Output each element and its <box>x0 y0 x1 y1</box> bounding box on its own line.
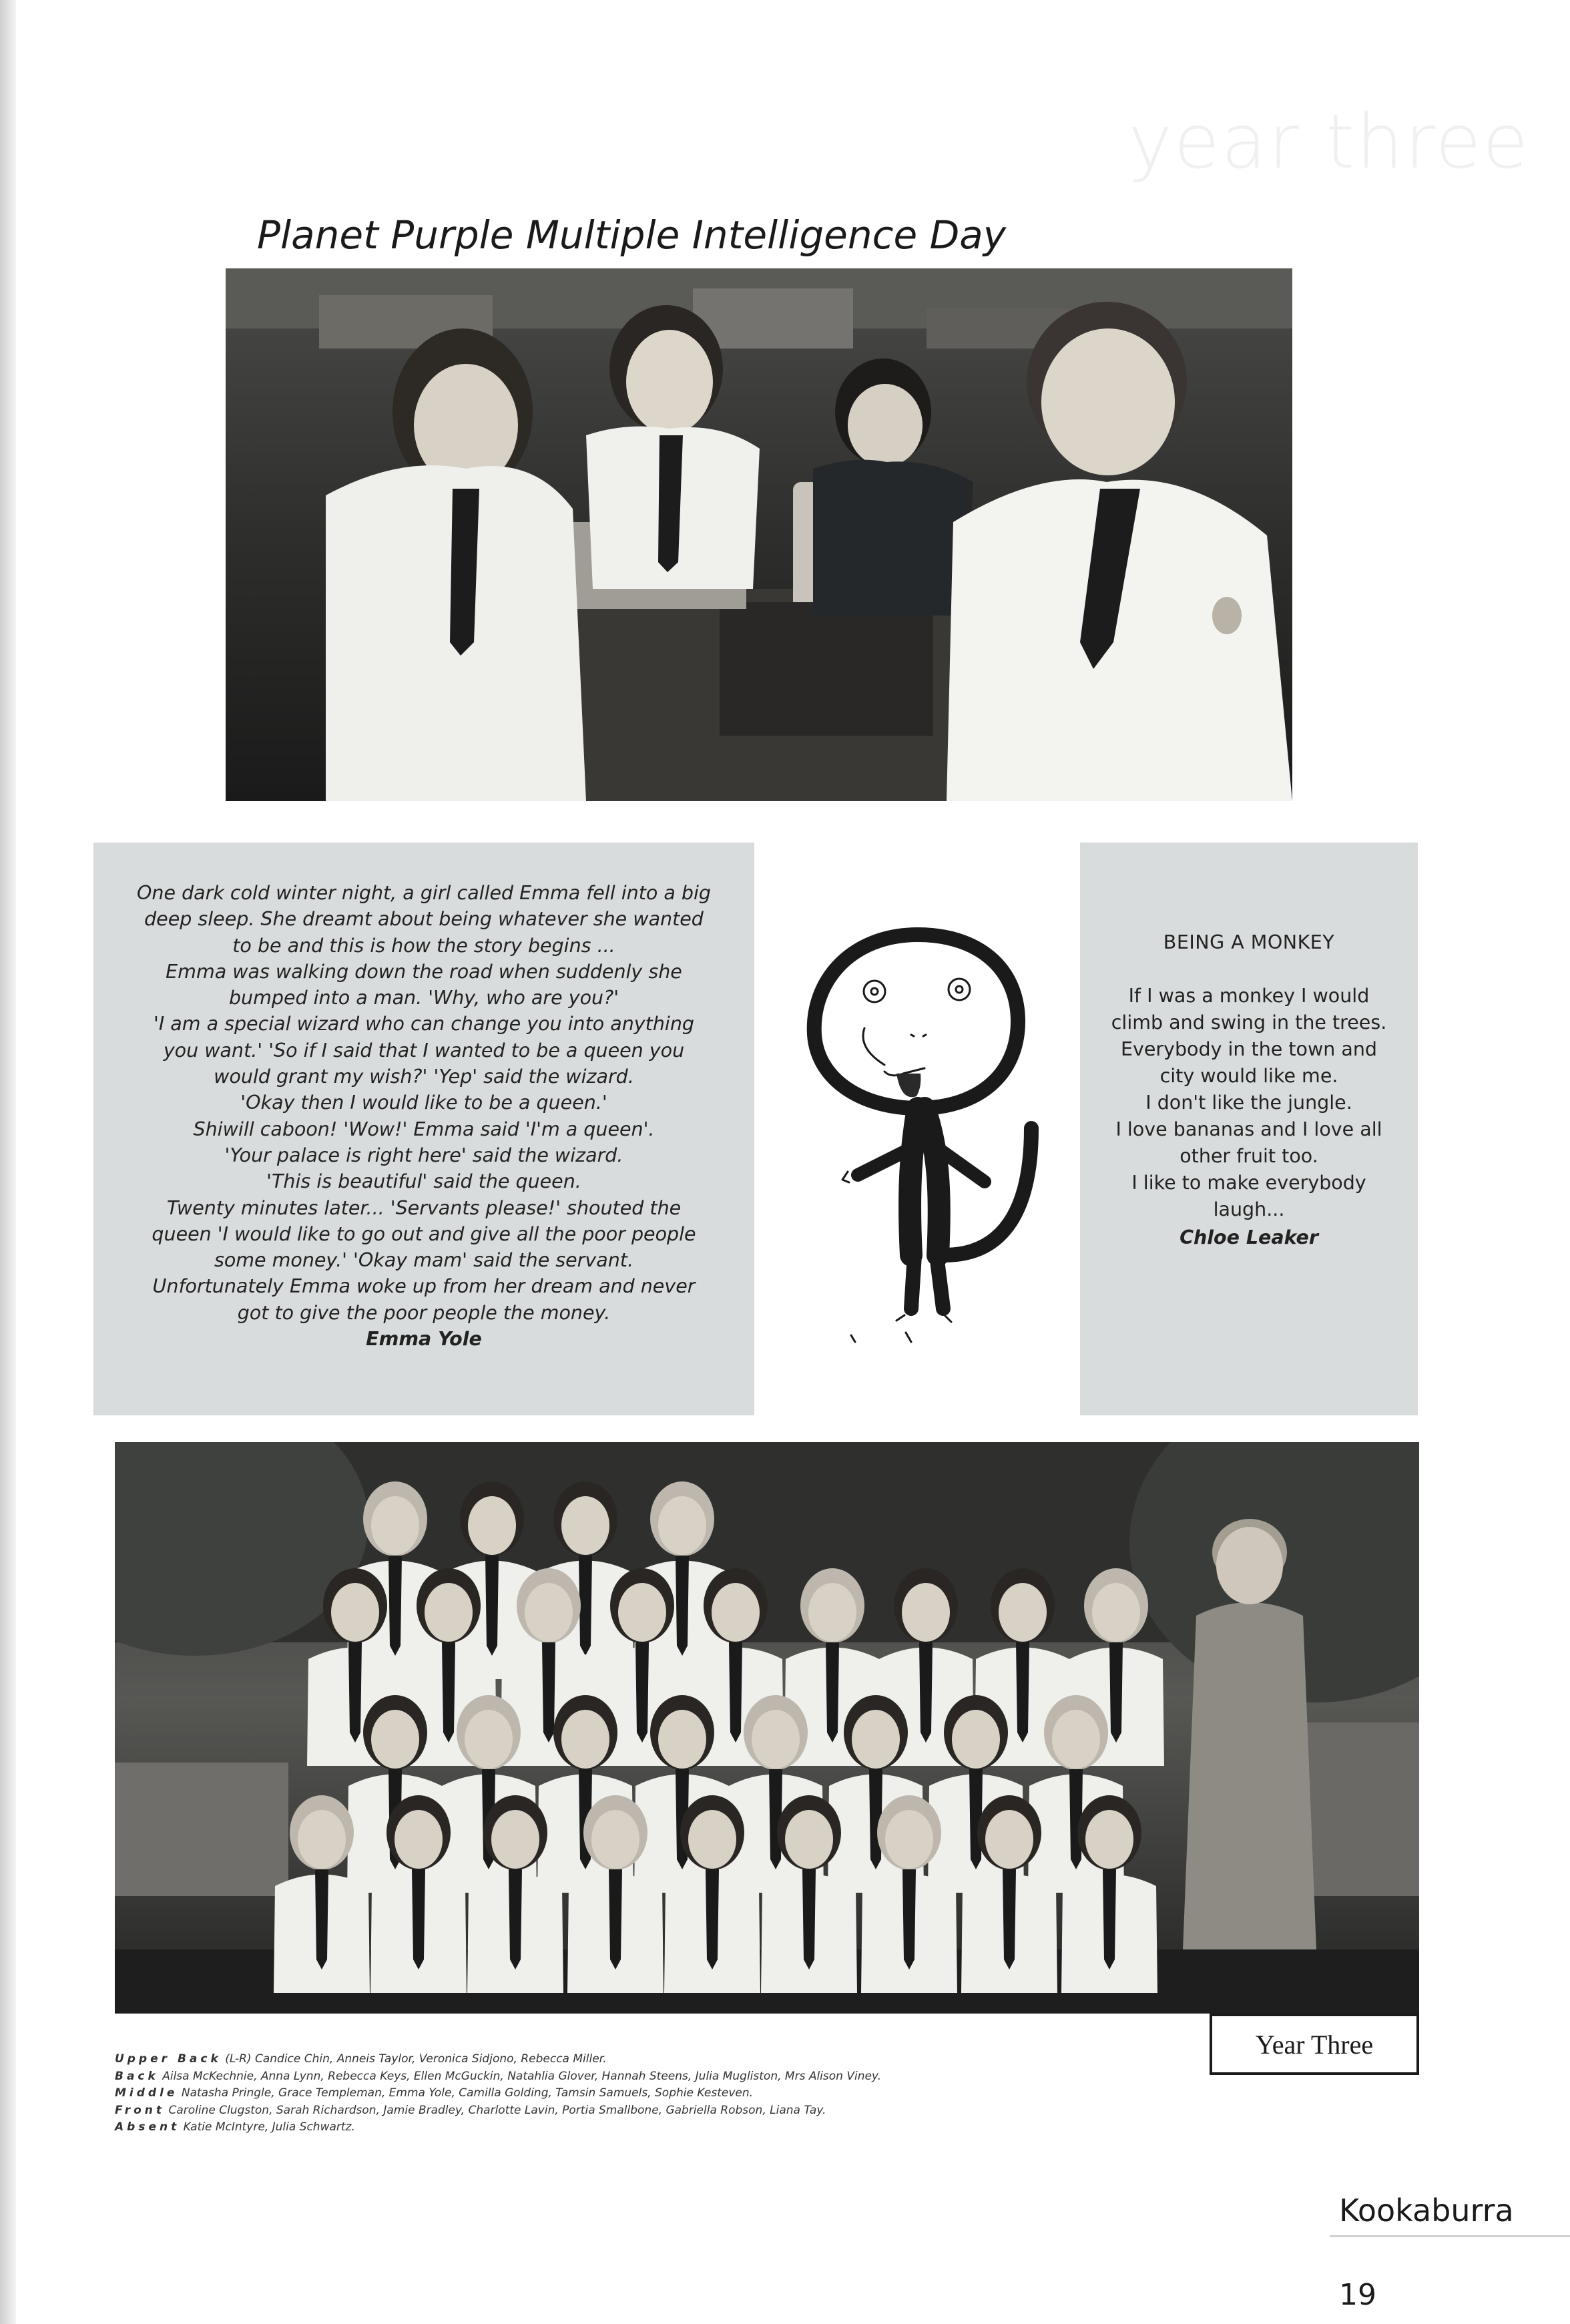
class-photo <box>115 1442 1419 2014</box>
poem-line: I like to make everybody <box>1131 1172 1366 1194</box>
poem-author: Chloe Leaker <box>1180 1226 1318 1248</box>
story-line: got to give the poor people the money. <box>237 1301 611 1324</box>
monkey-drawing <box>784 908 1051 1362</box>
activity-photo <box>226 268 1292 801</box>
story-line: you want.' 'So if I said that I wanted to be a queen you <box>163 1039 685 1062</box>
caption-row-absent <box>115 2119 1196 2136</box>
story-line: deep sleep. She dreamt about being whatever she wanted <box>144 908 704 931</box>
publication-name: Kookaburra <box>1339 2192 1514 2229</box>
caption-key: Upper Back <box>115 2052 222 2066</box>
class-photo-scene <box>115 1442 1419 2014</box>
story-line: Emma was walking down the road when suddenly she <box>166 960 682 983</box>
section-watermark: year three <box>1128 99 1530 186</box>
story-line: Shiwill caboon! 'Wow!' Emma said 'I'm a queen'. <box>193 1118 655 1140</box>
caption-row-middle <box>115 2085 1196 2102</box>
class-photo-caption <box>115 2051 1196 2136</box>
caption-names: Ailsa McKechnie, Anna Lynn, Rebecca Keys, Ellen McGuckin, Natahlia Glover, Hannah Steens, Julia Mugliston, Mrs Alison Viney. <box>162 2069 882 2083</box>
caption-key: Back <box>115 2069 159 2083</box>
poem-line: If I was a monkey I would <box>1128 985 1370 1007</box>
caption-names: Natasha Pringle, Grace Templeman, Emma Yole, Camilla Golding, Tamsin Samuels, Sophie Kesteven. <box>181 2086 754 2100</box>
caption-row-upper-back <box>115 2051 1196 2068</box>
story-line: 'This is beautiful' said the queen. <box>266 1170 581 1193</box>
story-text <box>107 880 741 1352</box>
caption-names: Katie McIntyre, Julia Schwartz. <box>183 2120 355 2134</box>
story-line: 'I am a special wizard who can change you into anything <box>154 1013 694 1035</box>
poem-line: I love bananas and I love all <box>1115 1118 1382 1140</box>
story-line: bumped into a man. 'Why, who are you?' <box>228 987 619 1009</box>
class-label: Year Three <box>1210 2014 1419 2075</box>
page-title: Planet Purple Multiple Intelligence Day <box>257 212 1007 258</box>
poem-line: laugh... <box>1213 1198 1285 1220</box>
caption-key: Middle <box>115 2086 178 2100</box>
story-line: 'Your palace is right here' said the wizard. <box>224 1144 623 1166</box>
caption-row-front <box>115 2102 1196 2120</box>
caption-names: (L-R) Candice Chin, Anneis Taylor, Veronica Sidjono, Rebecca Miller. <box>225 2052 607 2066</box>
caption-names: Caroline Clugston, Sarah Richardson, Jamie Bradley, Charlotte Lavin, Portia Smallbone, Gabriella Robson, Liana Tay. <box>168 2103 826 2117</box>
poem-line: climb and swing in the trees. <box>1111 1011 1387 1033</box>
story-line: Twenty minutes later... 'Servants please!' shouted the <box>166 1196 682 1219</box>
page-number: 19 <box>1339 2278 1376 2312</box>
story-line: Unfortunately Emma woke up from her dream and never <box>152 1275 696 1298</box>
caption-row-back <box>115 2068 1196 2086</box>
caption-key: Front <box>115 2103 166 2117</box>
story-line: some money.' 'Okay mam' said the servant. <box>214 1249 634 1272</box>
story-line: to be and this is how the story begins ... <box>232 934 615 957</box>
story-line: queen 'I would like to go out and give all the poor people <box>152 1222 696 1245</box>
page-spine-shadow <box>0 0 16 2324</box>
poem-line: other fruit too. <box>1180 1145 1318 1167</box>
poem-line: city would like me. <box>1159 1065 1338 1087</box>
story-line: would grant my wish?' 'Yep' said the wizard. <box>214 1066 634 1088</box>
activity-photo-scene <box>226 268 1292 801</box>
poem-text <box>1088 929 1410 1251</box>
story-line: One dark cold winter night, a girl called Emma fell into a big <box>137 882 711 904</box>
footer-rule <box>1330 2235 1570 2237</box>
poem-line: Everybody in the town and <box>1120 1038 1378 1060</box>
caption-key: Absent <box>115 2120 180 2134</box>
poem-line: I don't like the jungle. <box>1145 1092 1352 1114</box>
story-author: Emma Yole <box>366 1328 482 1351</box>
story-line: 'Okay then I would like to be a queen.' <box>240 1092 607 1114</box>
poem-title: BEING A MONKEY <box>1163 931 1335 953</box>
